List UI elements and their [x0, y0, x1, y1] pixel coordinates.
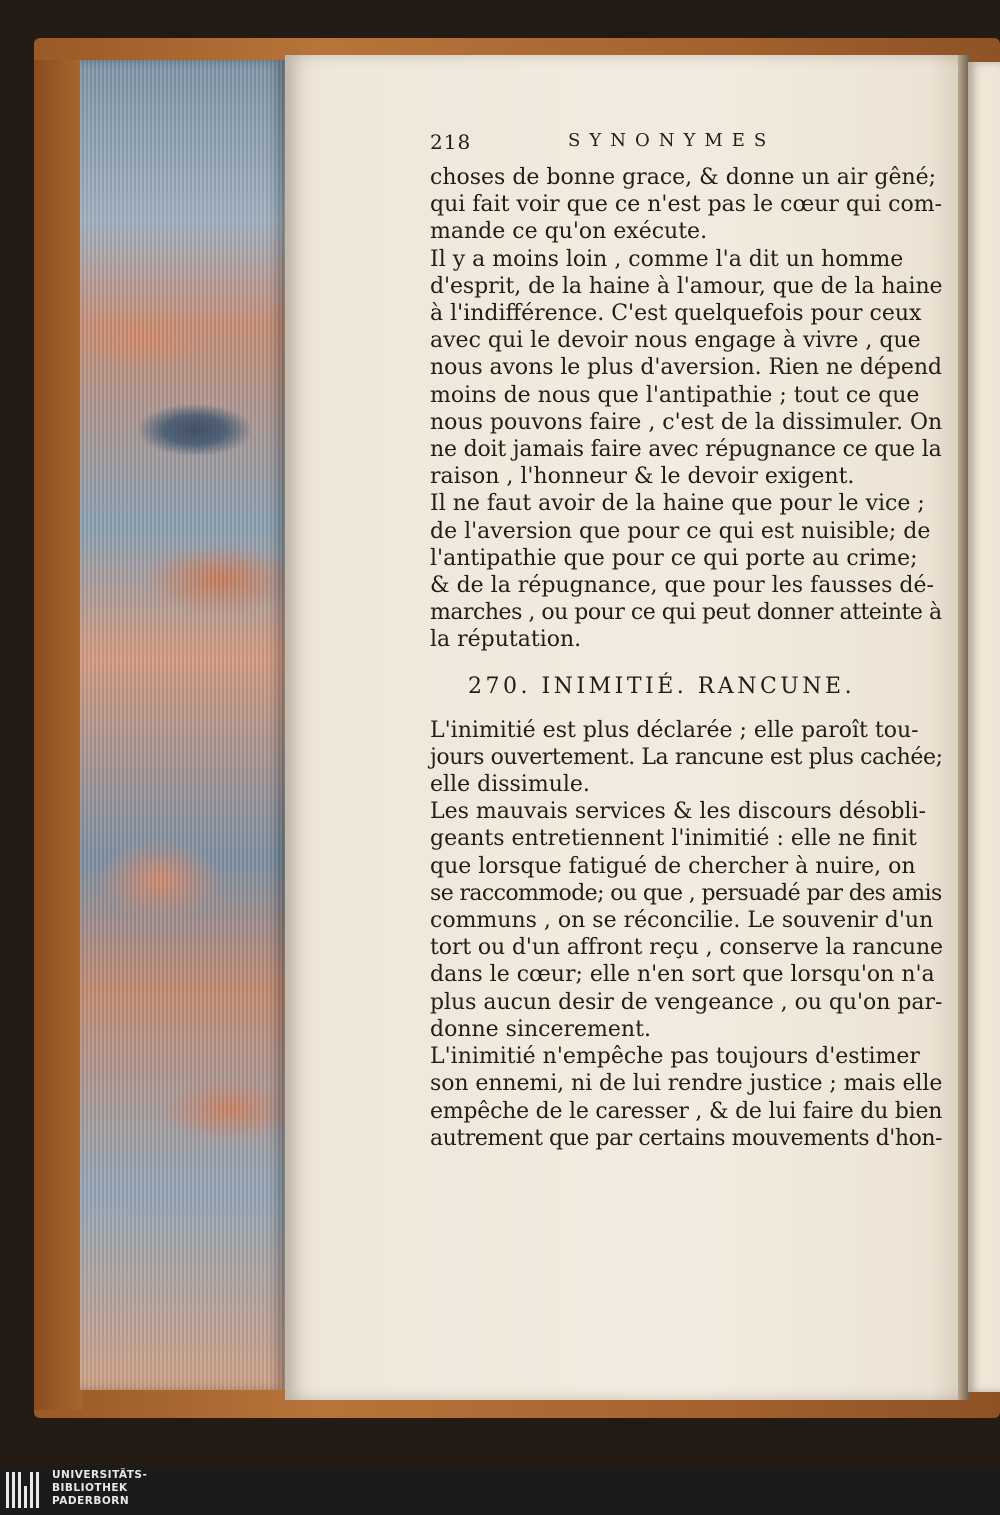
- text-line: tort ou d'un affront reçu , conserve la rancune: [430, 935, 943, 961]
- library-name-line: UNIVERSITÄTS-: [52, 1469, 148, 1481]
- text-line: choses de bonne grace, & donne un air gêné;: [430, 165, 937, 190]
- page-number: 218: [430, 130, 472, 154]
- library-logo-icon: [6, 1472, 46, 1508]
- text-line: & de la répugnance, que pour les fausses dé-: [430, 573, 934, 599]
- text-line: de l'aversion que pour ce qui est nuisible; de: [430, 518, 931, 544]
- facing-page-sliver: [968, 62, 1000, 1392]
- library-footer: [0, 1465, 1000, 1515]
- running-title: SYNONYMES: [568, 130, 776, 151]
- text-line: avec qui le devoir nous engage à vivre , que: [430, 328, 921, 354]
- paragraphs-after-heading: [430, 717, 942, 1152]
- text-line: la réputation.: [430, 627, 582, 653]
- text-line: l'antipathie que pour ce qui porte au crime;: [430, 545, 918, 571]
- text-line: dans le cœur; elle n'en sort que lorsqu'on n'a: [430, 962, 935, 988]
- running-head: [430, 130, 942, 164]
- text-line: plus aucun desir de vengeance , ou qu'on par-: [430, 989, 943, 1015]
- text-line: L'inimitié est plus déclarée ; elle paroît tou-: [430, 717, 919, 743]
- text-line: nous avons le plus d'aversion. Rien ne dépend: [430, 355, 942, 381]
- text-line: moins de nous que l'antipathie ; tout ce que: [430, 382, 920, 408]
- text-line: raison , l'honneur & le devoir exigent.: [430, 464, 855, 490]
- text-line: Il ne faut avoir de la haine que pour le vice ;: [430, 491, 925, 517]
- paragraphs-before-heading: [430, 164, 942, 654]
- text-line: mande ce qu'on exécute.: [430, 219, 708, 245]
- text-line: communs , on se réconcilie. Le souvenir d'un: [430, 908, 934, 934]
- text-line: Il y a moins loin , comme l'a dit un homme: [430, 246, 904, 272]
- library-name: [52, 1469, 147, 1508]
- text-line: autrement que par certains mouvements d'hon-: [430, 1125, 943, 1151]
- text-line: L'inimitié n'empêche pas toujours d'estimer: [430, 1044, 920, 1070]
- text-line: ne doit jamais faire avec répugnance ce que la: [430, 437, 942, 463]
- page-text: [430, 130, 942, 1152]
- cover-edge: [34, 60, 82, 1410]
- marbled-page-edges: [80, 60, 285, 1390]
- text-line: d'esprit, de la haine à l'amour, que de la haine: [430, 273, 943, 299]
- text-line: à l'indifférence. C'est quelquefois pour ceux: [430, 301, 922, 327]
- text-line: geants entretiennent l'inimitié : elle ne finit: [430, 826, 917, 852]
- text-line: que lorsque fatigué de chercher à nuire, on: [430, 853, 916, 879]
- text-line: son ennemi, ni de lui rendre justice ; mais elle: [430, 1071, 943, 1097]
- ink-stain: [140, 405, 250, 455]
- text-line: empêche de le caresser , & de lui faire du bien: [430, 1098, 943, 1124]
- text-line: se raccommode; ou que , persuadé par des amis: [430, 880, 942, 906]
- text-line: nous pouvons faire , c'est de la dissimuler. On: [430, 409, 943, 435]
- text-line: donne sincerement.: [430, 1016, 651, 1042]
- text-line: jours ouvertement. La rancune est plus cachée;: [430, 744, 943, 770]
- text-line: elle dissimule.: [430, 772, 590, 798]
- library-name-line: PADERBORN: [52, 1495, 130, 1507]
- library-name-line: BIBLIOTHEK: [52, 1482, 128, 1494]
- text-line: Les mauvais services & les discours désobli-: [430, 799, 926, 825]
- text-line: qui fait voir que ce n'est pas le cœur qui com-: [430, 192, 943, 218]
- text-line: marches , ou pour ce qui peut donner atteinte à: [430, 600, 942, 626]
- section-heading: 270. INIMITIÉ. RANCUNE.: [468, 673, 856, 699]
